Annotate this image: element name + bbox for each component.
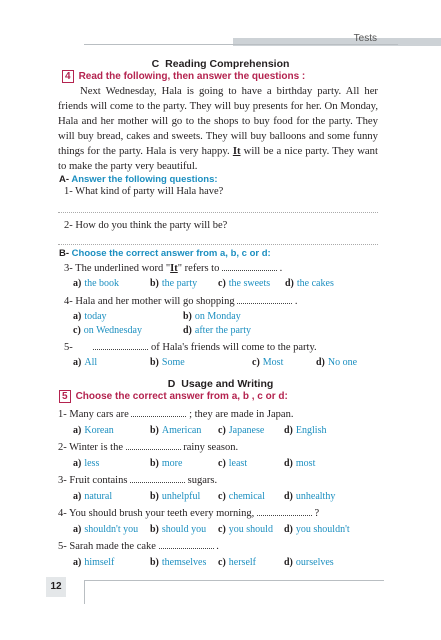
answer-line-1[interactable] [58,212,378,213]
usage-question-1: 1- Many cars are ; they are made in Japan. [58,409,294,420]
q3-text-post: " refers to [177,263,222,274]
usage-q5-option-d[interactable]: d) ourselves [284,557,334,568]
q4-option-b[interactable]: b) on Monday [183,311,241,322]
usage-question-2: 2- Winter is the rainy season. [58,442,239,453]
usage-q3-option-d[interactable]: d) unhealthy [284,491,336,502]
part-b-question-5 [64,340,317,353]
part-b-heading [59,248,271,259]
q5-option-b[interactable]: b) Some [150,357,185,368]
part-a-question-1: 1- What kind of party will Hala have? [64,186,224,197]
usage-q5-option-a[interactable]: a) himself [73,557,115,568]
question-5-number: 5 [59,390,71,403]
part-a-heading [59,174,218,185]
q4-text: 4- Hala and her mother will go shopping [64,296,238,307]
usage-q2-option-c[interactable]: c) least [218,458,248,469]
q5-blank[interactable] [93,340,148,350]
usage-q4-option-a[interactable]: a) shouldn't you [73,524,139,535]
answer-line-2[interactable] [58,244,378,245]
usage-question-3: 3- Fruit contains sugars. [58,475,218,486]
usage-q3-option-b[interactable]: b) unhelpful [150,491,201,502]
section-d-letter: D [167,378,176,390]
q4-option-c[interactable]: c) on Wednesday [73,325,142,336]
usage-q2-option-a[interactable]: a) less [73,458,100,469]
header-label: Tests [353,33,377,44]
question-4-instruction [62,70,305,83]
usage-q3-option-a[interactable]: a) natural [73,491,113,502]
footer-rule [84,580,384,581]
usage-q4-option-b[interactable]: b) should you [150,524,207,535]
usage-q3-option-c[interactable]: c) chemical [218,491,265,502]
passage-text-2: will be a nice party. They want to make the party very beautiful. [58,145,378,172]
usage-q5-option-b[interactable]: b) themselves [150,557,207,568]
part-a-question-2: 2- How do you think the party will be? [64,220,228,231]
q5-option-a[interactable]: a) All [73,357,98,368]
usage-q2-blank[interactable] [126,440,181,450]
usage-q5-option-c[interactable]: c) herself [218,557,256,568]
part-b-prefix: B- [59,248,70,259]
usage-question-5: 5- Sarah made the cake . [58,541,219,552]
section-d-title: Usage and Writing [181,378,274,390]
part-a-title: Answer the following questions: [71,174,218,185]
usage-q2-option-b[interactable]: b) more [150,458,183,469]
usage-q1-option-c[interactable]: c) Japanese [218,425,265,436]
q4-option-d[interactable]: d) after the party [183,325,251,336]
section-c-title: Reading Comprehension [165,58,290,70]
usage-q1-option-d[interactable]: d) English [284,425,327,436]
question-5-instruction-text: Choose the correct answer from a, b , c or d: [75,391,288,402]
passage-text-1: Next Wednesday, Hala is going to have a birthday party. All her friends will come to the party. They will buy presents for her. On Monday, Hala and her mother will go to the shops to buy food for the party. They will buy bread, cakes and sweets. They will buy balloons and some funny things for the party. Hala is very happy. [58,85,378,157]
q3-blank[interactable] [222,261,277,271]
part-b-question-3 [64,261,282,274]
section-c-letter: C [151,58,160,70]
usage-q5-blank[interactable] [159,539,214,549]
header-rule [84,44,398,45]
usage-q3-blank[interactable] [130,473,185,483]
reading-passage [58,84,378,174]
q5-option-d[interactable]: d) No one [316,357,358,368]
section-d-heading [0,378,441,390]
question-4-instruction-text: Read the following, then answer the questions : [78,71,306,82]
usage-q1-blank[interactable] [131,407,186,417]
question-5-instruction [59,390,288,403]
usage-q4-option-d[interactable]: d) you shouldn't [284,524,350,535]
usage-q4-blank[interactable] [257,506,312,516]
part-b-title: Choose the correct answer from a, b, c or d: [71,248,271,259]
passage-underlined-word: It [232,145,241,157]
usage-q1-option-a[interactable]: a) Korean [73,425,114,436]
usage-q4-option-c[interactable]: c) you should [218,524,273,535]
usage-q2-option-d[interactable]: d) most [284,458,316,469]
usage-question-4: 4- You should brush your teeth every morning, ? [58,508,320,519]
q5-text-post: of Hala's friends will come to the party. [148,342,317,353]
footer-rule-vertical [84,580,85,604]
q4-end: . [292,296,298,307]
q4-option-a[interactable]: a) today [73,311,107,322]
page-number: 12 [46,577,66,597]
q5-text: 5- [64,342,76,353]
part-a-prefix: A- [59,174,70,185]
q3-option-b[interactable]: b) the party [150,278,198,289]
usage-q1-option-b[interactable]: b) American [150,425,202,436]
q3-word: It [170,263,178,274]
part-b-question-4 [64,294,297,307]
q4-blank[interactable] [237,294,292,304]
q3-option-a[interactable]: a) the book [73,278,120,289]
q3-end: . [276,263,283,274]
q3-text: 3- The underlined word " [64,263,171,274]
q3-option-c[interactable]: c) the sweets [218,278,271,289]
q3-option-d[interactable]: d) the cakes [285,278,334,289]
question-4-number: 4 [62,70,74,83]
section-c-heading [0,58,441,70]
q5-option-c[interactable]: c) Most [252,357,284,368]
